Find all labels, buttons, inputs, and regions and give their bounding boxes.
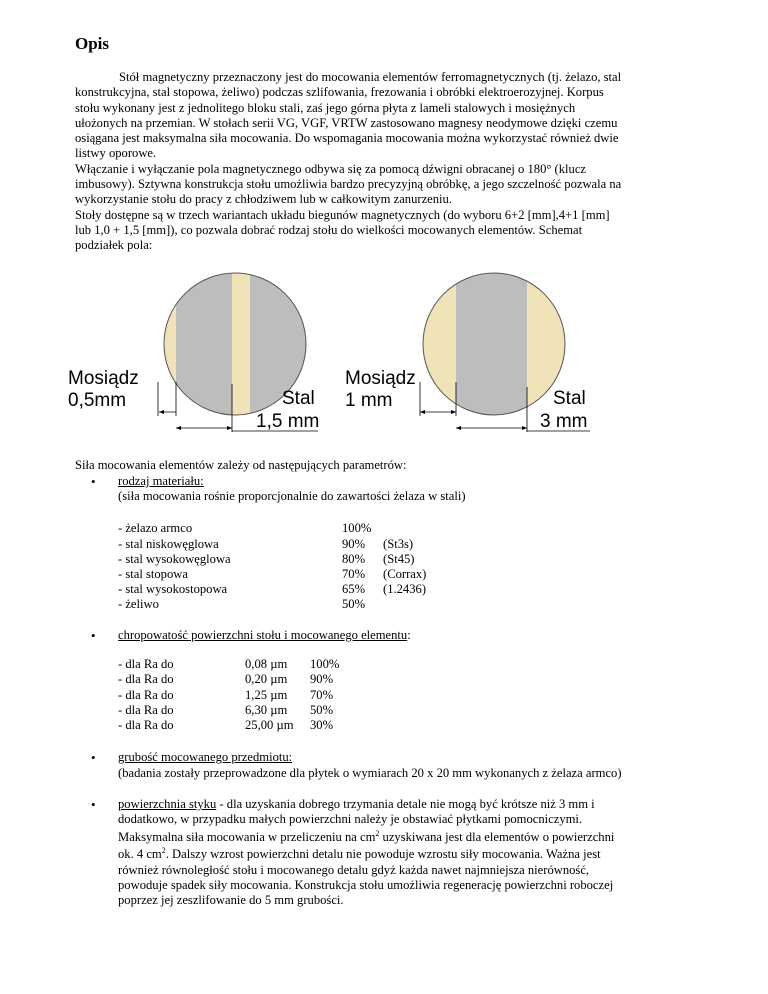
- left-brass-strip-2: [232, 272, 250, 422]
- intro-line: konstrukcyjna, stal stopowa, żeliwo) podczas szlifowania, frezowania i obróbki elektroerozyjnej. Korpus: [75, 85, 604, 100]
- roughness-pct: 30%: [310, 718, 334, 732]
- material-pct: 50%: [342, 597, 366, 611]
- material-grade: (1.2436): [383, 582, 427, 596]
- contact-heading: powierzchnia styku: [118, 797, 217, 811]
- left-disc: [68, 272, 319, 432]
- right-brass-strip-1: [420, 272, 456, 422]
- material-name: - żelazo armco: [118, 521, 193, 535]
- intro-line: lub 1,0 + 1,5 [mm]), co pozwala dobrać rodzaj stołu do wielkości mocowanych elementów. Schemat: [75, 222, 583, 237]
- contact-line-text: . Dalszy wzrost powierzchni detalu nie powoduje wzrostu siły mocowania. Ważna jest: [165, 847, 601, 862]
- material-pct: 100%: [342, 521, 372, 535]
- roughness-pct: 100%: [310, 657, 340, 671]
- roughness-name: - dla Ra do: [118, 718, 174, 732]
- contact-line: [118, 847, 708, 862]
- contact-line-text: uzyskiwana jest dla elementów o powierzchni: [379, 829, 615, 844]
- contact-line: [118, 830, 708, 845]
- intro-line: ułożonych na przemian. W stołach serii VG, VGF, VRTW zastosowano magnesy neodymowe dzięki czemu: [75, 115, 618, 130]
- thickness-heading: grubość mocowanego przedmiotu:: [118, 750, 293, 764]
- material-pct: 65%: [342, 582, 366, 596]
- contact-line: również równoległość stołu i mocowanego detalu gdyż każda nawet najmniejsza nierówność,: [118, 862, 590, 877]
- material-heading: rodzaj materiału:: [118, 474, 204, 488]
- material-pct: 70%: [342, 567, 366, 581]
- roughness-name: - dla Ra do: [118, 688, 174, 702]
- roughness-value: 25,00 µm: [245, 718, 294, 732]
- intro-line: stołu wykonany jest z jednolitego bloku stali, zaś jego górna płyta z lameli stalowych i mosiężnych: [75, 100, 576, 115]
- roughness-pct: 70%: [310, 688, 334, 702]
- right-disc: [345, 272, 590, 432]
- intro-line: Stół magnetyczny przeznaczony jest do mocowania elementów ferromagnetycznych (tj. żelazo, stal: [119, 70, 622, 84]
- contact-line-text: - dla uzyskania dobrego trzymania detale nie mogą być krótsze niż 3 mm i: [216, 797, 595, 811]
- material-name: - stal wysokowęglowa: [118, 552, 231, 566]
- left-steel-value: 1,5 mm: [256, 411, 320, 432]
- pole-pitch-diagram: [60, 272, 620, 434]
- roughness-value: 0,08 µm: [245, 657, 288, 671]
- roughness-name: - dla Ra do: [118, 672, 174, 686]
- roughness-value: 1,25 µm: [245, 688, 288, 702]
- superscript: 2: [375, 828, 380, 838]
- bullet-icon: •: [91, 750, 96, 765]
- left-brass-label: Mosiądz: [68, 368, 139, 389]
- right-brass-value: 1 mm: [345, 390, 393, 411]
- contact-paragraph: [118, 797, 708, 909]
- intro-line: Stoły dostępne są w trzech wariantach układu biegunów magnetycznych (do wyboru 6+2 [mm],4+1 [mm]: [75, 207, 610, 222]
- roughness-pct: 90%: [310, 672, 334, 686]
- intro-line: Włączanie i wyłączanie pola magnetycznego odbywa się za pomocą dźwigni obracanej o 180° (klucz: [75, 161, 587, 176]
- contact-line: [118, 797, 708, 812]
- right-steel-value: 3 mm: [540, 411, 588, 432]
- page-title: Opis: [75, 34, 110, 53]
- roughness-pct: 50%: [310, 703, 334, 717]
- roughness-value: 0,20 µm: [245, 672, 288, 686]
- intro-line: listwy oporowe.: [75, 146, 157, 161]
- left-brass-strip-1: [158, 272, 176, 422]
- intro-line: podziałek pola:: [75, 238, 153, 253]
- contact-line: powoduje spadek siły mocowania. Konstrukcja stołu umożliwia regenerację powierzchni roboczej: [118, 878, 614, 893]
- roughness-heading-suffix: :: [407, 628, 411, 642]
- material-grade: (St3s): [383, 537, 414, 551]
- contact-line: dodatkowo, w przypadku małych powierzchni należy je obstawiać płytkami pomocniczymi.: [118, 812, 583, 827]
- roughness-heading: chropowatość powierzchni stołu i mocowanego elementu: [118, 628, 408, 642]
- material-name: - stal niskowęglowa: [118, 537, 219, 551]
- superscript: 2: [161, 846, 166, 856]
- right-brass-label: Mosiądz: [345, 368, 416, 389]
- material-grade: (Corrax): [383, 567, 427, 581]
- left-brass-value: 0,5mm: [68, 390, 127, 411]
- left-steel-label: Stal: [282, 388, 315, 409]
- bullet-icon: •: [91, 797, 96, 812]
- material-grade: (St45): [383, 552, 415, 566]
- intro-paragraph: [75, 70, 705, 254]
- thickness-note: (badania zostały przeprowadzone dla płytek o wymiarach 20 x 20 mm wykonanych z żelaza armco): [118, 766, 622, 780]
- right-steel-label: Stal: [553, 388, 586, 409]
- material-pct: 80%: [342, 552, 366, 566]
- contact-line: poprzez jej zeszlifowanie do 5 mm grubości.: [118, 893, 344, 908]
- roughness-name: - dla Ra do: [118, 657, 174, 671]
- material-name: - żeliwo: [118, 597, 159, 611]
- roughness-name: - dla Ra do: [118, 703, 174, 717]
- intro-line: imbusowy). Sztywna konstrukcja stołu umożliwia bardzo precyzyjną obróbkę, a jego szczelność pozwala na: [75, 177, 622, 192]
- roughness-value: 6,30 µm: [245, 703, 288, 717]
- material-name: - stal stopowa: [118, 567, 188, 581]
- roughness-heading-line: [118, 628, 708, 643]
- material-name: - stal wysokostopowa: [118, 582, 228, 596]
- bullet-icon: •: [91, 474, 96, 489]
- intro-line: wykorzystanie stołu do pracy z chłodziwem lub w całkowitym zanurzeniu.: [75, 192, 453, 207]
- material-pct: 90%: [342, 537, 366, 551]
- bullet-icon: •: [91, 628, 96, 643]
- force-intro: Siła mocowania elementów zależy od następujących parametrów:: [75, 458, 407, 472]
- contact-line-text: ok. 4 cm: [118, 847, 162, 862]
- intro-line: osiągana jest maksymalna siła mocowania. Do wspomagania mocowania można wykorzystać również dwie: [75, 131, 619, 146]
- material-note: (siła mocowania rośnie proporcjonalnie do zawartości żelaza w stali): [118, 489, 466, 503]
- contact-line-text: Maksymalna siła mocowania w przeliczeniu na cm: [118, 829, 376, 844]
